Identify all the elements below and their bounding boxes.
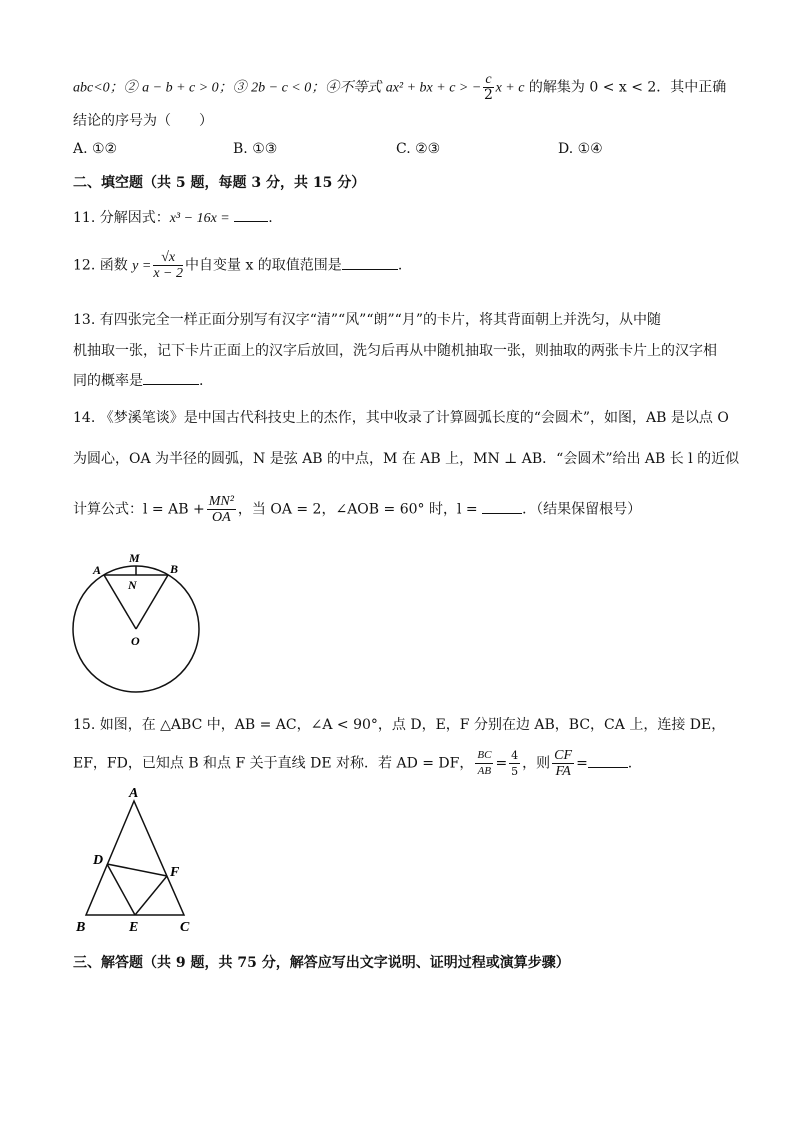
section-3-heading: 三、解答题（共 9 题，共 75 分，解答应写出文字说明、证明过程或演算步骤）: [73, 955, 570, 971]
statement-3: 2b − c < 0；④不等式: [251, 80, 382, 96]
ratio-cf-fa: $\frac{CF}{FA}$: [554, 748, 573, 779]
ratio-4-5: $\frac{4}{5}$: [511, 749, 519, 778]
ratio-bc-ab: $\frac{BC}{AB}$: [477, 749, 492, 777]
label-a: A: [93, 563, 102, 577]
question-12: 12. 函数 y = $\frac{√x}{x - 2}$ 中自变量 x 的取值范围是 .: [73, 250, 403, 281]
option-c: C. ②③: [396, 141, 441, 157]
label-a: A: [129, 786, 139, 801]
question-13-line2: 机抽取一张，记下卡片正面上的汉字后放回，洗匀后再从中随机抽取一张，则抽取的两张卡片上的汉字相: [73, 343, 717, 359]
label-b: B: [76, 920, 86, 935]
label-m: M: [129, 551, 140, 565]
label-b: B: [170, 562, 179, 576]
segment-fd: [107, 864, 167, 876]
question-15-line1: 15. 如图，在 △ABC 中，AB = AC，∠A < 90°，点 D，E，F 分别在边 AB，BC，CA 上，连接 DE，: [73, 717, 726, 733]
circle-figure: [68, 548, 208, 698]
label-c: C: [180, 920, 190, 935]
statement-2: a − b + c > 0；③: [142, 80, 247, 96]
segment-de: [107, 864, 135, 915]
label-o: O: [131, 634, 140, 648]
q12-text: 中自变量 x 的取值范围是: [185, 257, 342, 274]
triangle-figure: [70, 785, 200, 940]
question-14-line3: 计算公式：l = AB + $\frac{\text{MN²}}{OA}$ ，当 OA = 2，∠AOB = 60° 时，l = ．（结果保留根号）: [73, 494, 642, 525]
label-e: E: [129, 920, 139, 935]
question-13-line1: 13. 有四张完全一样正面分别写有汉字“清”“风”“朗”“月”的卡片，将其背面朝上并洗匀，从中随: [73, 312, 661, 328]
q15-answer-blank: [588, 767, 628, 768]
q11-answer-blank: [234, 221, 268, 222]
question-14-line1: 14. 《梦溪笔谈》是中国古代科技史上的杰作，其中收录了计算圆弧长度的“会圆术”，如图，AB 是以点 O: [73, 410, 729, 426]
q12-prefix: 12. 函数: [73, 257, 133, 274]
question-15-line2: EF，FD，已知点 B 和点 F 关于直线 DE 对称．若 AD = DF， $\frac{BC}{AB}$ = $\frac{4}{5}$ ，则 $\frac{CF}{FA}$ = .: [73, 748, 633, 779]
label-n: N: [128, 578, 137, 592]
question10-statements: [73, 72, 726, 103]
q12-answer-blank: [342, 269, 398, 270]
label-f: F: [170, 865, 180, 880]
label-d: D: [93, 853, 104, 868]
q13-answer-blank: [143, 384, 199, 385]
fraction-c-over-2: $\frac{c}{2}$: [483, 72, 493, 103]
question-14-line2: 为圆心，OA 为半径的圆弧，N 是弦 AB 的中点，M 在 AB 上，MN ⊥ AB．“会圆术”给出 AB 长 l 的近似: [73, 451, 740, 467]
q12-fraction: $\frac{√x}{x - 2}$: [153, 250, 184, 281]
section-2-heading: 二、填空题（共 5 题，每题 3 分，共 15 分）: [73, 175, 366, 191]
inequality-right: x + c: [495, 80, 525, 96]
option-d: D. ①④: [558, 141, 603, 157]
q11-expression: x³ − 16x =: [169, 211, 230, 226]
q14-fraction: $\frac{\text{MN²}}{OA}$: [208, 494, 234, 525]
statement-text: abc<0；②: [73, 80, 138, 96]
option-b: B. ①③: [233, 141, 278, 157]
statement-tail: 的解集为 0 < x < 2．其中正确: [528, 79, 727, 96]
option-a: A. ①②: [73, 141, 118, 157]
radius-ob: [136, 575, 168, 629]
q14-answer-blank: [482, 513, 522, 514]
inequality-left: ax² + bx + c > −: [385, 80, 482, 96]
q11-prefix: 11. 分解因式：: [73, 210, 170, 226]
segment-ef: [135, 876, 167, 915]
question-11: 11. 分解因式：x³ − 16x = .: [73, 210, 273, 226]
question10-line2: 结论的序号为（ ）: [73, 113, 213, 129]
question-13-line3: 同的概率是 .: [73, 373, 204, 389]
